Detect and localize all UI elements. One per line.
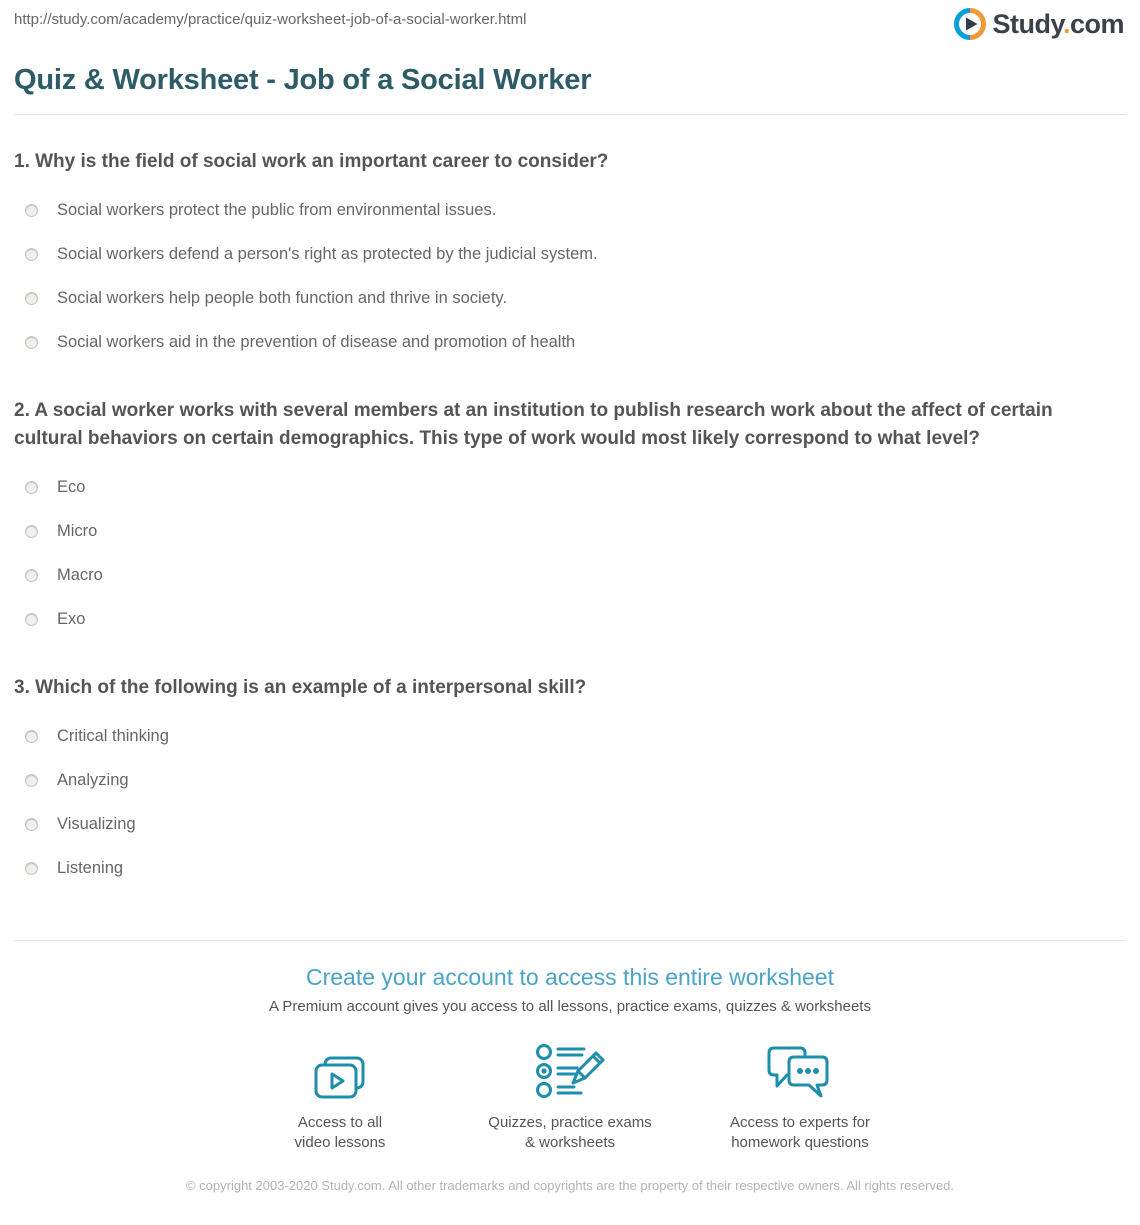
feature-quizzes-worksheets bbox=[470, 1041, 670, 1153]
page-title: Quiz & Worksheet - Job of a Social Worker bbox=[14, 64, 592, 96]
studycom-wordmark: Study.com bbox=[992, 8, 1124, 39]
feature-list bbox=[14, 1041, 1126, 1153]
answer-option[interactable] bbox=[14, 509, 1126, 553]
answer-option-label[interactable]: Social workers help people both function and thrive in society. bbox=[57, 288, 508, 307]
question-3-text: 3. Which of the following is an example of a interpersonal skill? bbox=[14, 677, 587, 698]
answer-option-label[interactable]: Visualizing bbox=[57, 814, 136, 833]
answer-option-label[interactable]: Micro bbox=[57, 521, 98, 540]
answer-option[interactable] bbox=[14, 276, 1126, 320]
question-block-3 bbox=[14, 674, 1126, 890]
feature-video-lessons bbox=[240, 1041, 440, 1153]
experts-chat-icon bbox=[767, 1041, 833, 1101]
radio-button[interactable] bbox=[25, 862, 38, 875]
copyright-notice: © copyright 2003-2020 Study.com. All other trademarks and copyrights are the property of their respective owners. All rights reserved. bbox=[185, 1178, 955, 1193]
studycom-logo[interactable] bbox=[953, 7, 1124, 41]
question-3-options bbox=[14, 714, 1126, 890]
cta-title: Create your account to access this entire worksheet bbox=[306, 964, 834, 990]
answer-option-label[interactable]: Critical thinking bbox=[57, 726, 169, 745]
answer-option-label[interactable]: Social workers aid in the prevention of disease and promotion of health bbox=[57, 332, 576, 351]
answer-option-label[interactable]: Social workers protect the public from environmental issues. bbox=[57, 200, 497, 219]
question-block-1 bbox=[14, 148, 1126, 364]
answer-option[interactable] bbox=[14, 553, 1126, 597]
answer-option-label[interactable]: Macro bbox=[57, 565, 103, 584]
answer-option[interactable] bbox=[14, 597, 1126, 641]
question-2-options bbox=[14, 465, 1126, 641]
page-url: http://study.com/academy/practice/quiz-worksheet-job-of-a-social-worker.html bbox=[14, 11, 527, 28]
answer-option[interactable] bbox=[14, 758, 1126, 802]
radio-button[interactable] bbox=[25, 336, 38, 349]
answer-option-label[interactable]: Listening bbox=[57, 858, 124, 877]
radio-button[interactable] bbox=[25, 481, 38, 494]
radio-button[interactable] bbox=[25, 292, 38, 305]
answer-option-label[interactable]: Eco bbox=[57, 477, 86, 496]
radio-button[interactable] bbox=[25, 204, 38, 217]
radio-button[interactable] bbox=[25, 525, 38, 538]
radio-button[interactable] bbox=[25, 818, 38, 831]
radio-button[interactable] bbox=[25, 248, 38, 261]
title-divider bbox=[14, 114, 1126, 115]
answer-option[interactable] bbox=[14, 188, 1126, 232]
video-lessons-icon bbox=[312, 1041, 368, 1101]
studycom-play-icon bbox=[953, 7, 987, 41]
answer-option[interactable] bbox=[14, 232, 1126, 276]
feature-caption: Access to experts for homework questions bbox=[729, 1114, 871, 1151]
answer-option[interactable] bbox=[14, 846, 1126, 890]
quizzes-worksheets-icon bbox=[532, 1041, 608, 1101]
radio-button[interactable] bbox=[25, 569, 38, 582]
cta-subtitle: A Premium account gives you access to all lessons, practice exams, quizzes & worksheets bbox=[269, 998, 871, 1015]
feature-expert-help bbox=[700, 1041, 900, 1153]
radio-button[interactable] bbox=[25, 730, 38, 743]
answer-option-label[interactable]: Analyzing bbox=[57, 770, 129, 789]
question-block-2 bbox=[14, 397, 1126, 641]
answer-option[interactable] bbox=[14, 714, 1126, 758]
feature-caption: Quizzes, practice exams & worksheets bbox=[488, 1114, 652, 1151]
feature-caption: Access to all video lessons bbox=[294, 1114, 386, 1151]
cta-divider bbox=[14, 940, 1126, 941]
answer-option[interactable] bbox=[14, 802, 1126, 846]
radio-button[interactable] bbox=[25, 613, 38, 626]
question-1-text: 1. Why is the field of social work an important career to consider? bbox=[14, 151, 609, 172]
create-account-section bbox=[14, 964, 1126, 1153]
answer-option[interactable] bbox=[14, 320, 1126, 364]
question-2-text: 2. A social worker works with several members at an institution to publish research work about the affect of certain cultural behaviors on certain demographics. This type of work would most likely correspond to what level? bbox=[14, 400, 1053, 449]
radio-button[interactable] bbox=[25, 774, 38, 787]
answer-option-label[interactable]: Exo bbox=[57, 609, 86, 628]
answer-option-label[interactable]: Social workers defend a person's right as protected by the judicial system. bbox=[57, 244, 598, 263]
answer-option[interactable] bbox=[14, 465, 1126, 509]
question-1-options bbox=[14, 188, 1126, 364]
